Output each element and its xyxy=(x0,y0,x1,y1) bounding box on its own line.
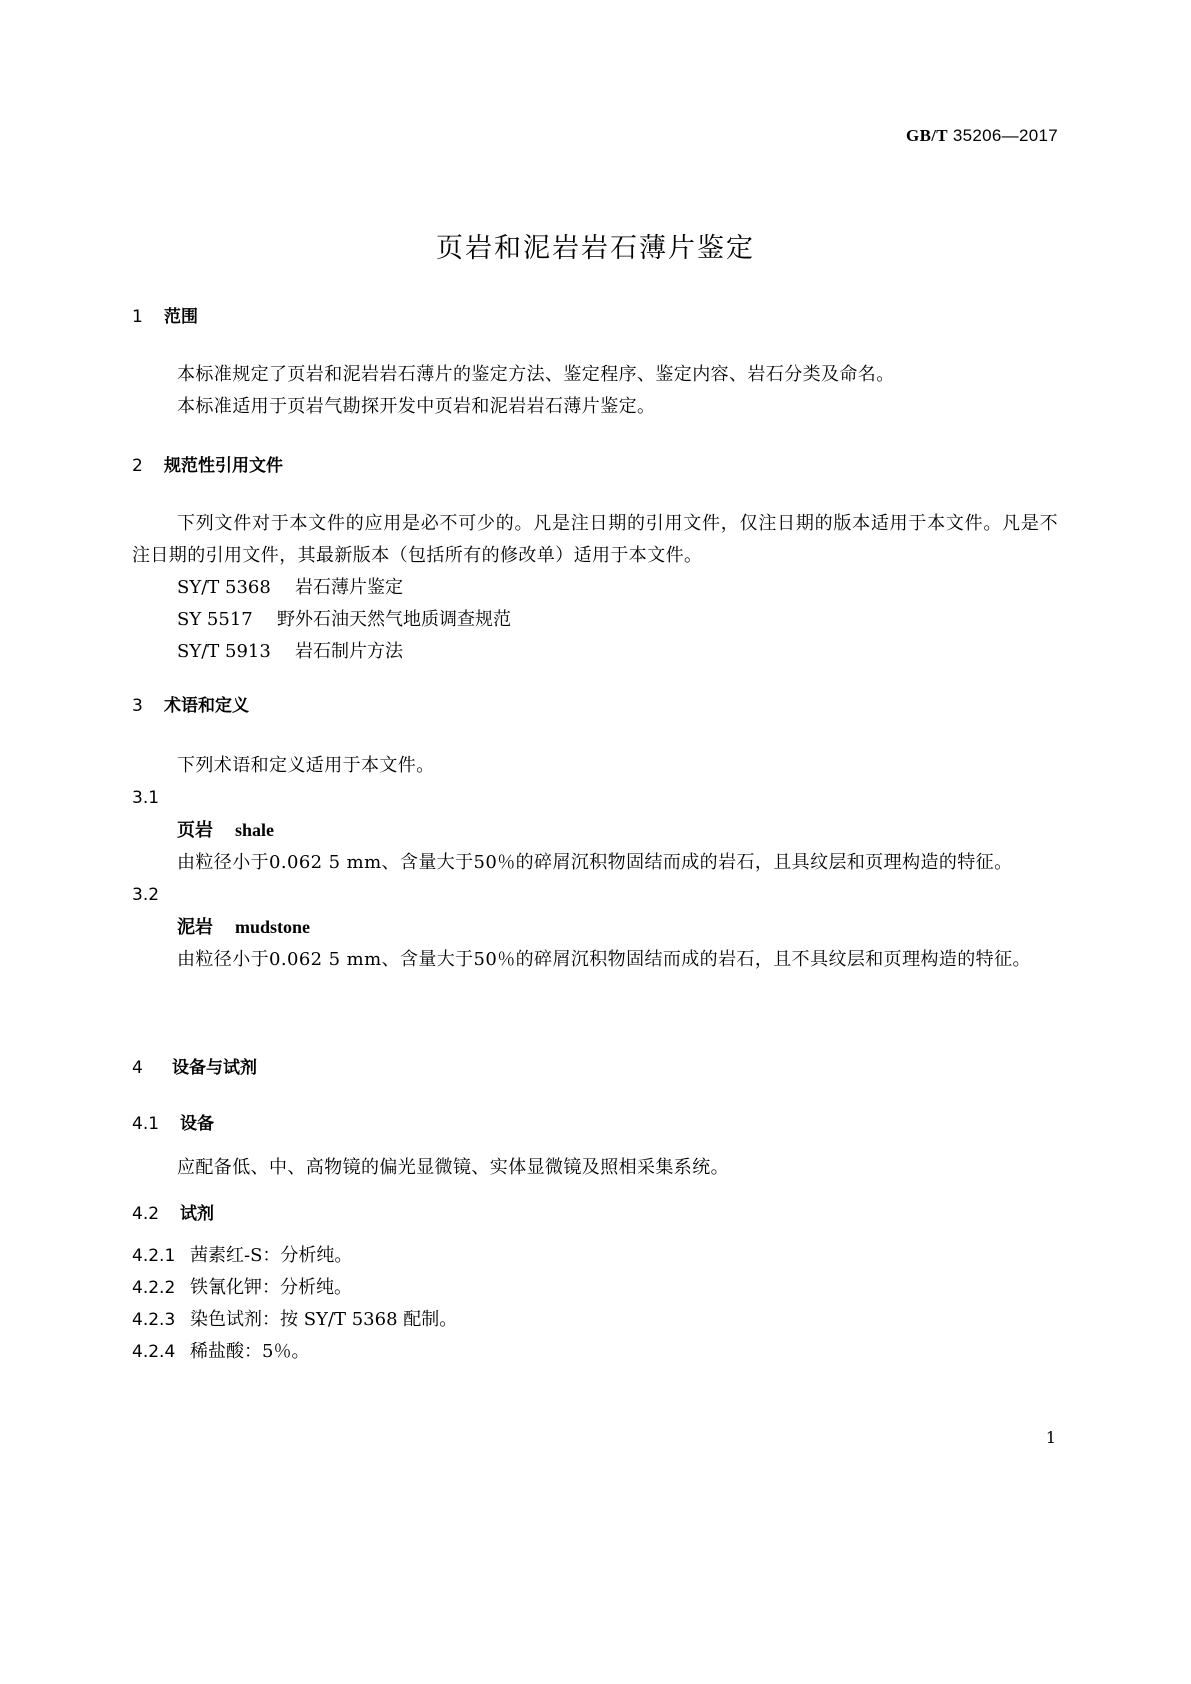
section-1 xyxy=(132,302,1058,332)
subsection-title: 试剂 xyxy=(180,1204,214,1224)
reference-name: 岩石制片方法 xyxy=(295,641,403,662)
reference-item xyxy=(132,572,1058,604)
section-number: 1 xyxy=(132,307,143,327)
reagent-item xyxy=(132,1336,1058,1368)
item-number: 4.2.2 xyxy=(132,1278,176,1298)
section-heading xyxy=(132,1053,1058,1083)
subsection-4-1 xyxy=(132,1109,1058,1139)
term-english: mudstone xyxy=(235,917,311,937)
item-text: 铁氰化钾：分析纯。 xyxy=(190,1277,352,1298)
paragraph: 下列术语和定义适用于本文件。 xyxy=(177,755,435,776)
standard-code-prefix: GB/T xyxy=(906,126,948,145)
paragraph: 下列文件对于本文件的应用是必不可少的。凡是注日期的引用文件，仅注日期的版本适用于本文件。凡是不注日期的引用文件，其最新版本（包括所有的修改单）适用于本文件。 xyxy=(132,513,1058,566)
reagent-list xyxy=(132,1240,1058,1368)
reference-name: 野外石油天然气地质调查规范 xyxy=(277,609,511,630)
section-4 xyxy=(132,1053,1058,1083)
term-number: 3.1 xyxy=(132,788,160,808)
section-3-body xyxy=(132,750,1058,976)
section-2 xyxy=(132,451,1058,481)
reference-item xyxy=(132,604,1058,636)
subsection-number: 4.2 xyxy=(132,1204,160,1224)
page-number: 1 xyxy=(1045,1428,1056,1447)
section-heading xyxy=(132,691,1058,721)
item-text: 稀盐酸：5％。 xyxy=(190,1341,310,1362)
reference-code: SY/T 5368 xyxy=(177,577,271,598)
section-title: 设备与试剂 xyxy=(172,1058,257,1078)
term-chinese: 泥岩 xyxy=(177,917,213,938)
section-title: 范围 xyxy=(164,307,198,327)
standard-code xyxy=(906,126,1058,146)
paragraph: 本标准规定了页岩和泥岩岩石薄片的鉴定方法、鉴定程序、鉴定内容、岩石分类及命名。 xyxy=(177,364,895,385)
section-number: 3 xyxy=(132,696,143,716)
section-1-body xyxy=(132,359,1058,423)
paragraph: 本标准适用于页岩气勘探开发中页岩和泥岩岩石薄片鉴定。 xyxy=(177,396,656,417)
section-number: 4 xyxy=(132,1058,143,1078)
reference-code: SY/T 5913 xyxy=(177,641,271,662)
section-2-body xyxy=(132,508,1058,668)
section-heading xyxy=(132,451,1058,481)
term-number: 3.2 xyxy=(132,885,160,905)
subsection-heading xyxy=(132,1109,1058,1139)
item-number: 4.2.1 xyxy=(132,1246,176,1266)
term-definition: 由粒径小于0.062 5 mm、含量大于50％的碎屑沉积物固结而成的岩石，且不具纹层和页理构造的特征。 xyxy=(177,949,1031,970)
standard-code-number: 35206—2017 xyxy=(952,126,1058,145)
subsection-4-1-body xyxy=(132,1152,1058,1184)
subsection-number: 4.1 xyxy=(132,1114,160,1134)
item-text: 茜素红-S：分析纯。 xyxy=(190,1245,353,1266)
section-heading xyxy=(132,302,1058,332)
reagent-item xyxy=(132,1272,1058,1304)
section-number: 2 xyxy=(132,456,143,476)
reference-code: SY 5517 xyxy=(177,609,253,630)
item-number: 4.2.4 xyxy=(132,1342,176,1362)
paragraph: 应配备低、中、高物镜的偏光显微镜、实体显微镜及照相采集系统。 xyxy=(177,1157,729,1178)
section-title: 术语和定义 xyxy=(164,696,249,716)
reagent-item xyxy=(132,1304,1058,1336)
term-definition: 由粒径小于0.062 5 mm、含量大于50％的碎屑沉积物固结而成的岩石，且具纹层和页理构造的特征。 xyxy=(177,852,1013,873)
term-heading xyxy=(132,814,1058,847)
section-title: 规范性引用文件 xyxy=(164,456,283,476)
section-3 xyxy=(132,691,1058,721)
reference-item xyxy=(132,636,1058,668)
term-english: shale xyxy=(235,820,275,840)
document-title: 页岩和泥岩岩石薄片鉴定 xyxy=(436,233,755,264)
term-heading xyxy=(132,911,1058,944)
reference-name: 岩石薄片鉴定 xyxy=(295,577,403,598)
subsection-4-2 xyxy=(132,1199,1058,1229)
term-chinese: 页岩 xyxy=(177,820,213,841)
reagent-item xyxy=(132,1240,1058,1272)
subsection-title: 设备 xyxy=(180,1114,214,1134)
subsection-heading xyxy=(132,1199,1058,1229)
item-text: 染色试剂：按 SY/T 5368 配制。 xyxy=(190,1309,458,1330)
item-number: 4.2.3 xyxy=(132,1310,176,1330)
